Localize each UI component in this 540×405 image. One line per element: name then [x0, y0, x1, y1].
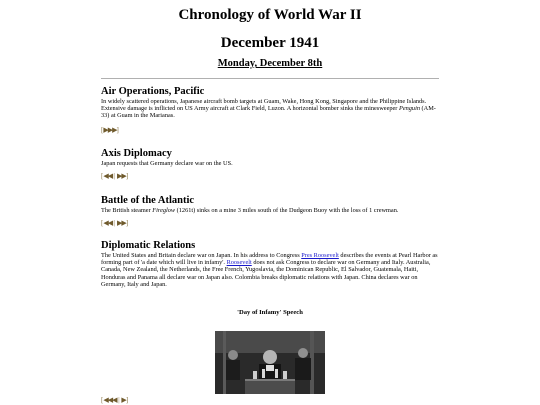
nav-bar [101, 396, 128, 404]
month-heading: December 1941 [220, 35, 320, 51]
text-part: (AM-33) at Guam in the Marianas. [101, 105, 436, 120]
ship-name: Fireglow [152, 207, 176, 214]
divider [101, 78, 439, 79]
text-part: does not ask Congress to declare war on Germany and Italy. Australia, Canada, New Zealand, the Netherlands, the Free French, Yugoslavia, the Dominican Republic, El Salvador, Guatemala, Haiti, Honduras and Panama all declare war on Japan also. Colombia breaks diplomatic relations with Japan. China declares war on Germany, Italy and Japan. [101, 259, 431, 288]
nav-bracket: [ [101, 219, 104, 227]
nav-separator: | [113, 219, 116, 227]
link-roosevelt[interactable]: Roosevelt [226, 259, 252, 267]
text-part: describes the events at Pearl Harbor as forming part of 'a date which will live in infamy'. [101, 252, 438, 267]
link-pres-roosevelt[interactable]: Pres Roosevelt [301, 252, 339, 259]
section-battle-atlantic [101, 195, 441, 214]
nav-bracket: [ [101, 172, 104, 180]
forward-icon[interactable]: ▶▶ [117, 219, 126, 227]
page-title: Chronology of World War II [178, 7, 362, 23]
nav-bracket: ] [125, 396, 129, 404]
nav-bracket: [ [101, 396, 104, 404]
nav-separator: | [113, 172, 116, 180]
back-icon[interactable]: ◀◀ [103, 172, 113, 180]
nav-bracket: [ [101, 126, 104, 134]
nav-bar [101, 219, 128, 227]
nav-bracket: ] [125, 172, 129, 180]
section-heading: Air Operations, Pacific [101, 86, 205, 97]
section-air-operations [101, 86, 441, 120]
section-heading: Battle of the Atlantic [101, 195, 195, 206]
forward-icon[interactable]: ▶▶ [117, 172, 126, 180]
text-part: The United States and Britain declare war on Japan. In his address to Congress [101, 252, 302, 259]
photo-caption: 'Day of Infamy' Speech [237, 309, 303, 316]
nav-separator: | [118, 396, 120, 404]
day-heading: Monday, December 8th [217, 58, 323, 69]
text-part: (1261t) sinks on a mine 3 miles south of the Dudgeon Buoy with the loss of 1 crewman. [175, 207, 399, 214]
nav-bar [101, 172, 128, 180]
prev-icon[interactable]: ◀ [112, 396, 117, 404]
next-icon[interactable]: ▶ [103, 126, 108, 134]
forward-icon[interactable]: ▶▶ [107, 126, 117, 134]
ship-name: Penguin [398, 105, 420, 113]
speech-photo [215, 331, 325, 394]
nav-bar [101, 126, 119, 134]
section-text [101, 252, 441, 288]
next-icon[interactable]: ▶ [121, 396, 126, 404]
text-part: In widely scattered operations, Japanese aircraft bomb targets at Guam, Wake, Hong Kong, Singapore and the Philippine Islands. Extensive damage is inflicted on US Army aircraft at Clark Field, Luzon. A horizontal bomber sinks the minesweeper [101, 98, 427, 113]
section-text [101, 207, 441, 214]
section-text: Japan requests that Germany declare war on the US. [101, 160, 233, 167]
section-axis-diplomacy [101, 148, 441, 167]
nav-bracket: ] [116, 126, 119, 134]
back-icon[interactable]: ◀◀ [103, 219, 113, 227]
section-text [101, 98, 441, 120]
section-heading: Axis Diplomacy [101, 148, 172, 159]
nav-bracket: ] [125, 219, 129, 227]
section-diplomatic-relations [101, 240, 441, 288]
section-heading: Diplomatic Relations [101, 240, 196, 251]
back-icon[interactable]: ◀◀ [103, 396, 113, 404]
text-part: The British steamer [101, 207, 153, 214]
speech-photo-image [215, 331, 325, 394]
